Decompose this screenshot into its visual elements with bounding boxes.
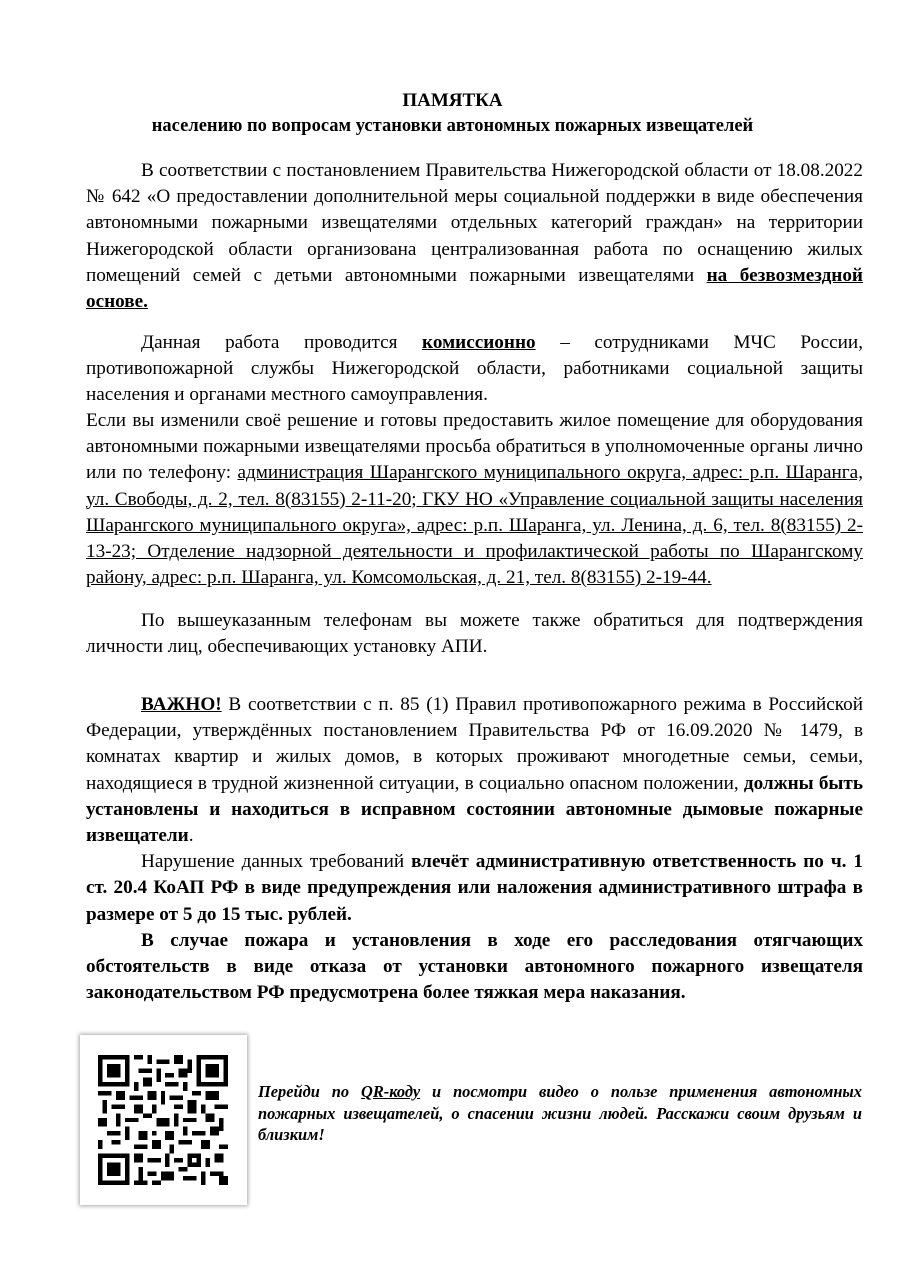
important-text: В соответствии с п. 85 (1) Правил противопожарного режима в Российской Федерации, утверждённых постановлением Правительства РФ от 16.09.2020 № 1479, в комнатах квартир и жилых домов, в которых проживают многодетные семьи, семьи, находящиеся в трудной жизненной ситуации, в социально опасном положении, (86, 694, 863, 794)
qr-code-link[interactable]: QR-коду (361, 1082, 421, 1101)
liability-lead: Нарушение данных требований (141, 851, 412, 873)
page-subtitle: населению по вопросам установки автономных пожарных извещателей (151, 116, 754, 136)
phones-text: По вышеуказанным телефонам вы можете также обратиться для подтверждения личности лиц, обеспечивающих установку АПИ. (86, 610, 863, 658)
phones-paragraph (86, 608, 863, 660)
important-section (86, 692, 863, 1006)
commission-paragraph (86, 330, 863, 409)
contacts-list: администрация Шарангского муниципального округа, адрес: р.п. Шаранга, ул. Свободы, д. 2, тел. 8(83155) 2-11-20; ГКУ НО «Управление социальной защиты населения Шарангского муниципального округа», адрес: р.п. Шаранга, ул. Ленина, д. 6, тел. 8(83155) 2-13-23; Отделение надзорной деятельности и профилактической работы по Шарангскому району, адрес: р.п. Шаранга, ул. Комсомольская, д. 21, тел. 8(83155) 2-19-44. (86, 462, 863, 589)
aggravating-note: В случае пожара и установления в ходе его расследования отягчающих обстоятельств в виде отказа от установки автономного пожарного извещателя законодательством РФ предусмотрена более тяжкая мера наказания. (86, 929, 863, 1004)
page-title: ПАМЯТКА (402, 90, 503, 111)
qr-caption-text: и посмотри видео о пользе применения автономных пожарных извещателей, о спасении жизни людей. Расскажи своим друзьям и близким! (258, 1082, 862, 1144)
intro-paragraph (86, 158, 863, 315)
qr-code-icon (98, 1055, 228, 1185)
commission-rest: – сотрудниками МЧС России, противопожарной службы Нижегородской области, работниками социальной защиты населения и органами местного самоуправления. (86, 332, 863, 406)
qr-caption (258, 1081, 862, 1146)
commission-lead: Данная работа проводится (141, 332, 423, 353)
important-label: ВАЖНО! (141, 694, 222, 715)
free-of-charge-emphasis: на безвозмездной основе. (86, 264, 863, 313)
contacts-lead: Если вы изменили своё решение и готовы предоставить жилое помещение для оборудования автономными пожарными извещателями просьба обратиться в уполномоченные органы лично или по телефону: (86, 410, 863, 484)
commission-emphasis: комиссионно (422, 332, 536, 353)
qr-code-card[interactable] (80, 1035, 247, 1205)
qr-caption-lead: Перейди по (258, 1082, 362, 1101)
liability-text: влечёт административную ответственность по ч. 1 ст. 20.4 КоАП РФ в виде предупреждения или наложения административного штрафа в размере от 5 до 15 тыс. рублей. (86, 851, 863, 925)
contacts-paragraph (86, 408, 863, 591)
important-end: . (188, 825, 194, 847)
intro-text: В соответствии с постановлением Правительства Нижегородской области от 18.08.2022 № 642 «О предоставлении дополнительной меры социальной поддержки в виде обеспечения автономными пожарными извещателями отдельных категорий граждан» на территории Нижегородской области организована централизованная работа по оснащению жилых помещений семей с детьми автономными пожарными извещателями (86, 160, 863, 286)
important-requirement: должны быть установлены и находиться в исправном состоянии автономные дымовые пожарные извещатели (86, 772, 863, 847)
